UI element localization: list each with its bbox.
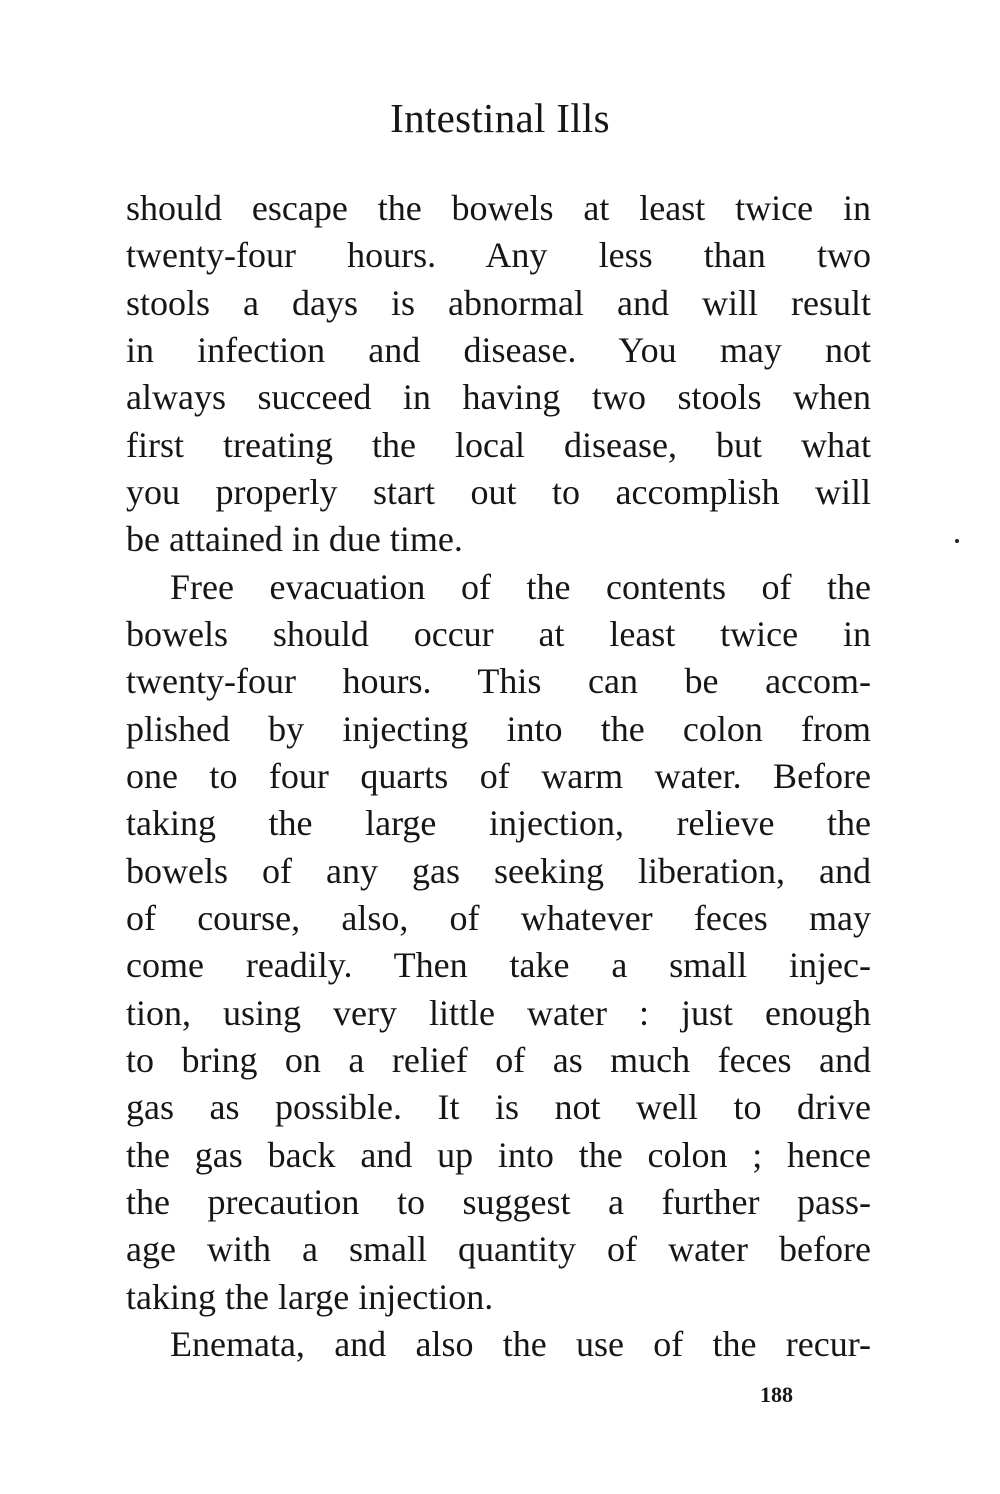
text-line: you properly start out to accomplish will (126, 471, 871, 512)
text-line: be attained in due time. (126, 519, 463, 560)
text-line: should escape the bowels at least twice in (126, 188, 871, 228)
print-speck (955, 539, 959, 543)
page-number: 188 (760, 1382, 793, 1407)
text-line: tion, using very little water : just enough (126, 992, 871, 1033)
text-line: taking the large injection. (126, 1276, 494, 1317)
text-line: age with a small quantity of water before (126, 1229, 871, 1270)
text-line: the precaution to suggest a further pass- (126, 1181, 871, 1222)
text-line: twenty-four hours. This can be accom- (126, 661, 871, 702)
text-line: plished by injecting into the colon from (126, 708, 871, 749)
text-line: in infection and disease. You may not (126, 329, 871, 370)
text-line: bowels should occur at least twice in (126, 613, 871, 654)
paragraph-start-line: Enemata, and also the use of the recur- (170, 1323, 871, 1364)
body-text (126, 185, 871, 1368)
text-line: to bring on a relief of as much feces and (126, 1039, 871, 1080)
text-line: the gas back and up into the colon ; hence (126, 1134, 871, 1175)
paragraph-start-line: Free evacuation of the contents of the (170, 566, 871, 607)
text-line: twenty-four hours. Any less than two (126, 235, 871, 276)
text-line: gas as possible. It is not well to drive (126, 1087, 871, 1128)
text-line: taking the large injection, relieve the (126, 803, 871, 844)
text-line: stools a days is abnormal and will result (126, 282, 871, 323)
text-line: bowels of any gas seeking liberation, and (126, 850, 871, 891)
text-line: first treating the local disease, but what (126, 424, 871, 465)
text-line: come readily. Then take a small injec- (126, 945, 871, 986)
text-line: one to four quarts of warm water. Before (126, 755, 871, 796)
running-head: Intestinal Ills (390, 95, 610, 141)
text-line: always succeed in having two stools when (126, 377, 871, 418)
text-line: of course, also, of whatever feces may (126, 897, 871, 938)
